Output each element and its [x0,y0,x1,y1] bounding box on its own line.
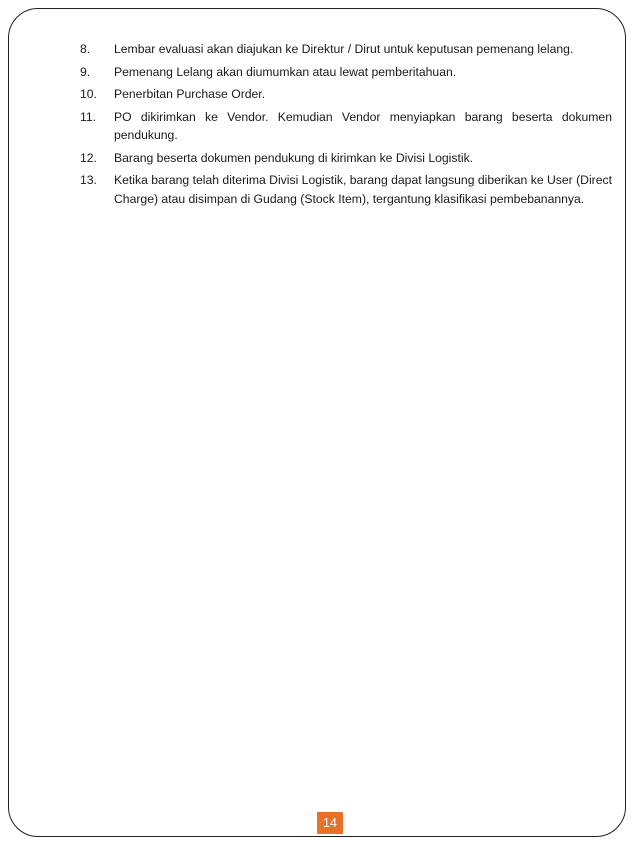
item-number: 13. [80,173,97,187]
item-text: Barang beserta dokumen pendukung di kirimkan ke Divisi Logistik. [114,150,474,165]
item-number: 8. [80,42,91,56]
list-item [80,171,612,208]
item-number: 12. [80,150,97,165]
list-item [80,40,612,59]
list-item [80,149,612,168]
item-text: Penerbitan Purchase Order. [114,87,266,101]
item-text: PO dikirimkan ke Vendor. Kemudian Vendor menyiapkan barang beserta dokumen pendukung. [114,109,612,142]
list-item [80,85,612,104]
list-item [80,63,612,82]
list-item [80,108,612,145]
item-text: Lembar evaluasi akan diajukan ke Direktur / Dirut untuk keputusan pemenang lelang. [114,42,574,56]
item-text: Pemenang Lelang akan diumumkan atau lewat pemberitahuan. [114,64,457,79]
item-number: 9. [80,64,91,79]
item-text: Ketika barang telah diterima Divisi Logistik, barang dapat langsung diberikan ke User (Direct Charge) atau disimpan di Gudang (Stock Item), tergantung klasifikasi pembebanannya. [114,173,612,206]
procedure-list [80,40,612,212]
item-number: 10. [80,87,97,101]
item-number: 11. [80,109,97,124]
page-number-badge: 14 [317,812,343,834]
